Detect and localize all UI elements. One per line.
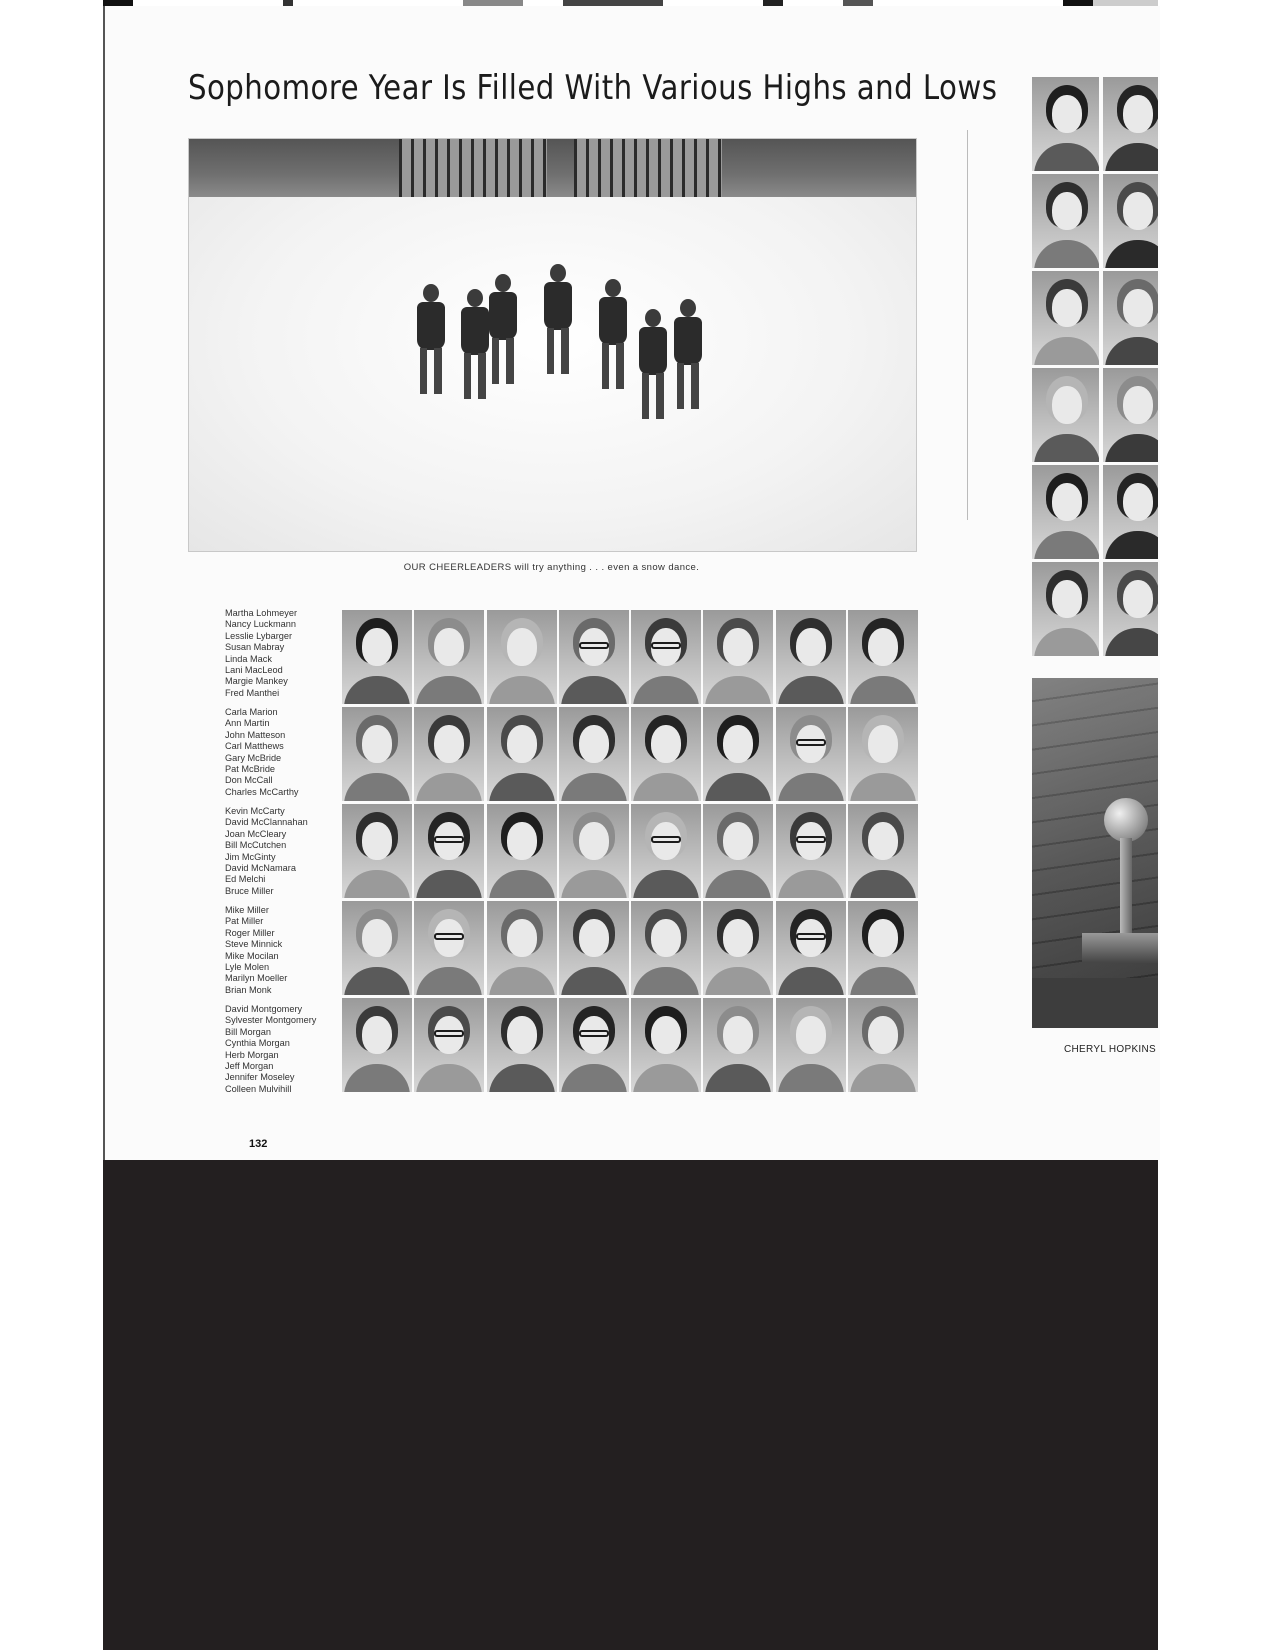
portrait-shoulders: [344, 870, 410, 898]
portrait-shoulders: [1105, 240, 1158, 268]
student-name: Mike Miller: [225, 905, 269, 915]
portrait-shoulders: [344, 773, 410, 801]
facing-page-portrait: [1103, 174, 1158, 268]
figure-head: [467, 289, 483, 307]
photo-metal-pole: [1120, 838, 1132, 948]
portrait-shoulders: [1034, 337, 1099, 365]
figure-legs: [547, 328, 569, 374]
figure-legs: [492, 338, 514, 384]
student-portrait: [342, 901, 412, 995]
photo-ground: [1032, 978, 1158, 1028]
portrait-shoulders: [416, 1064, 482, 1092]
student-portrait: [342, 610, 412, 704]
portrait-shoulders: [1105, 628, 1158, 656]
figure-head: [680, 299, 696, 317]
portrait-shoulders: [1105, 337, 1158, 365]
student-name: Bruce Miller: [225, 885, 274, 896]
facing-page-portrait: [1032, 562, 1099, 656]
portrait-face: [362, 628, 392, 666]
facing-page-portrait: [1103, 465, 1158, 559]
figure-legs: [420, 348, 442, 394]
portrait-shoulders: [1034, 434, 1099, 462]
portrait-shoulders: [1105, 143, 1158, 171]
figure-body: [417, 302, 445, 350]
figure-legs: [642, 373, 664, 419]
portrait-face: [1052, 580, 1082, 618]
student-portrait: [487, 707, 557, 801]
portrait-glasses: [579, 1030, 609, 1037]
figure-body: [461, 307, 489, 355]
student-portrait: [703, 998, 773, 1092]
portrait-face: [651, 725, 681, 763]
student-portrait: [848, 804, 918, 898]
portrait-face: [1052, 192, 1082, 230]
portrait-glasses: [796, 739, 826, 746]
facing-page-portrait: [1032, 271, 1099, 365]
student-portrait: [414, 998, 484, 1092]
portrait-shoulders: [778, 676, 844, 704]
student-portrait: [487, 804, 557, 898]
facing-page-portrait: [1032, 77, 1099, 171]
portrait-face: [868, 822, 898, 860]
student-name: Nancy Luckmann: [225, 619, 296, 630]
portrait-face: [362, 919, 392, 957]
portrait-face: [651, 919, 681, 957]
portrait-face: [1123, 95, 1153, 133]
portrait-shoulders: [633, 870, 699, 898]
student-portrait: [487, 901, 557, 995]
student-portrait: [414, 707, 484, 801]
student-portrait: [703, 901, 773, 995]
portrait-shoulders: [633, 967, 699, 995]
portrait-shoulders: [850, 1064, 916, 1092]
student-name: Cynthia Morgan: [225, 1038, 290, 1049]
student-names-column: [225, 608, 337, 1103]
student-portrait: [559, 998, 629, 1092]
scan-dark-background: [103, 1160, 1158, 1650]
student-name: Brian Monk: [225, 984, 272, 995]
student-name: Steve Minnick: [225, 939, 283, 950]
portrait-shoulders: [850, 676, 916, 704]
student-portrait: [414, 610, 484, 704]
portrait-shoulders: [344, 967, 410, 995]
student-name: Mike Mocilan: [225, 950, 279, 961]
name-group-1: [225, 608, 337, 707]
student-portrait: [776, 998, 846, 1092]
portrait-shoulders: [489, 676, 555, 704]
student-name: Jim McGinty: [225, 851, 276, 862]
figure-body: [489, 292, 517, 340]
student-name: Ann Martin: [225, 718, 270, 729]
student-portrait: [487, 610, 557, 704]
student-name: Joan McCleary: [225, 828, 287, 839]
student-portrait: [703, 610, 773, 704]
student-name: Lani MacLeod: [225, 665, 283, 676]
yearbook-page: [103, 6, 1160, 1160]
portrait-face: [507, 725, 537, 763]
student-portrait: [342, 804, 412, 898]
student-name: Charles McCarthy: [225, 786, 299, 797]
student-name: Kevin McCarty: [225, 806, 285, 816]
student-name: Susan Mabray: [225, 642, 285, 653]
portrait-face: [868, 1016, 898, 1054]
student-name: Jeff Morgan: [225, 1061, 274, 1072]
portrait-shoulders: [705, 1064, 771, 1092]
portrait-face: [362, 1016, 392, 1054]
portrait-shoulders: [561, 1064, 627, 1092]
student-name: Colleen Mulvihill: [225, 1083, 292, 1094]
page-number: 132: [249, 1138, 268, 1150]
student-name: John Matteson: [225, 729, 286, 740]
portrait-shoulders: [850, 870, 916, 898]
name-group-3: [225, 806, 337, 905]
student-portrait: [559, 610, 629, 704]
portrait-shoulders: [778, 870, 844, 898]
student-portrait: [848, 610, 918, 704]
portrait-shoulders: [705, 773, 771, 801]
portrait-face: [868, 628, 898, 666]
portrait-shoulders: [705, 676, 771, 704]
figure-body: [639, 327, 667, 375]
student-name: Lyle Molen: [225, 962, 270, 973]
student-portrait: [848, 707, 918, 801]
student-name: David Montgomery: [225, 1004, 303, 1014]
student-portrait: [776, 804, 846, 898]
portrait-shoulders: [633, 773, 699, 801]
portrait-face: [579, 822, 609, 860]
page-headline: Sophomore Year Is Filled With Various Highs and Lows: [188, 68, 998, 108]
photo-wall-boards: [1032, 678, 1158, 1028]
student-portrait: [848, 998, 918, 1092]
portrait-glasses: [579, 642, 609, 649]
student-name: David McClannahan: [225, 817, 308, 828]
portrait-face: [723, 725, 753, 763]
figure-legs: [602, 343, 624, 389]
portrait-face: [868, 725, 898, 763]
portrait-shoulders: [561, 870, 627, 898]
student-portrait: [631, 610, 701, 704]
student-name: Pat McBride: [225, 764, 276, 775]
portrait-shoulders: [489, 1064, 555, 1092]
facing-page-portrait: [1032, 174, 1099, 268]
name-group-2: [225, 707, 337, 806]
student-name: Roger Miller: [225, 927, 275, 938]
photo-machine-base: [1082, 933, 1158, 963]
portrait-shoulders: [778, 1064, 844, 1092]
figure-head: [550, 264, 566, 282]
portrait-face: [507, 822, 537, 860]
photo-gate-left: [399, 139, 547, 200]
photo-snow-field: [189, 197, 916, 551]
portrait-face: [796, 628, 826, 666]
portrait-face: [1052, 483, 1082, 521]
portrait-face: [1052, 289, 1082, 327]
student-name: Margie Mankey: [225, 676, 288, 687]
portrait-face: [796, 1016, 826, 1054]
portrait-face: [1052, 95, 1082, 133]
student-name: Herb Morgan: [225, 1049, 279, 1060]
student-name: Carla Marion: [225, 707, 278, 717]
student-portrait: [848, 901, 918, 995]
photo-gate-right: [574, 139, 722, 200]
portrait-shoulders: [489, 967, 555, 995]
student-portrait: [776, 610, 846, 704]
portrait-shoulders: [489, 870, 555, 898]
student-name: Bill Morgan: [225, 1026, 271, 1037]
portrait-face: [1123, 580, 1153, 618]
portrait-shoulders: [850, 773, 916, 801]
portrait-shoulders: [705, 967, 771, 995]
portrait-shoulders: [1105, 434, 1158, 462]
portrait-face: [1123, 192, 1153, 230]
portrait-shoulders: [850, 967, 916, 995]
facing-page-photo: [1032, 678, 1158, 1028]
student-name: Lesslie Lybarger: [225, 630, 293, 641]
facing-page-portrait: [1103, 368, 1158, 462]
student-portrait: [631, 707, 701, 801]
figure-head: [645, 309, 661, 327]
portrait-shoulders: [416, 773, 482, 801]
student-name: Pat Miller: [225, 916, 264, 927]
portrait-face: [1123, 483, 1153, 521]
portrait-glasses: [434, 1030, 464, 1037]
portrait-face: [434, 628, 464, 666]
portrait-face: [868, 919, 898, 957]
portrait-shoulders: [561, 676, 627, 704]
portrait-glasses: [796, 933, 826, 940]
student-portrait: [776, 707, 846, 801]
student-portrait: [559, 707, 629, 801]
portrait-glasses: [434, 933, 464, 940]
student-name: David McNamara: [225, 863, 296, 874]
portrait-face: [507, 628, 537, 666]
student-portrait: [559, 901, 629, 995]
portrait-face: [579, 919, 609, 957]
facing-page-portraits: [1032, 77, 1158, 656]
name-group-4: [225, 905, 337, 1004]
portrait-face: [723, 1016, 753, 1054]
facing-page-portrait: [1103, 271, 1158, 365]
facing-page-portrait: [1032, 368, 1099, 462]
figure-body: [599, 297, 627, 345]
portrait-shoulders: [778, 967, 844, 995]
student-portrait: [631, 901, 701, 995]
figure-head: [605, 279, 621, 297]
portrait-shoulders: [416, 870, 482, 898]
student-portrait: [559, 804, 629, 898]
portrait-shoulders: [416, 967, 482, 995]
portrait-shoulders: [1034, 628, 1099, 656]
portrait-face: [507, 919, 537, 957]
student-portrait: [776, 901, 846, 995]
student-name: Marilyn Moeller: [225, 973, 288, 984]
name-group-5: [225, 1004, 337, 1103]
portrait-face: [723, 822, 753, 860]
student-name: Linda Mack: [225, 653, 272, 664]
portrait-shoulders: [633, 1064, 699, 1092]
student-portrait: [342, 707, 412, 801]
student-name: Bill McCutchen: [225, 840, 287, 851]
facing-page-portrait: [1032, 465, 1099, 559]
portrait-glasses: [651, 642, 681, 649]
student-name: Martha Lohmeyer: [225, 608, 298, 618]
portrait-shoulders: [344, 1064, 410, 1092]
facing-photo-caption: CHERYL HOPKINS: [1064, 1044, 1157, 1055]
portrait-shoulders: [489, 773, 555, 801]
portrait-shoulders: [1034, 240, 1099, 268]
photo-caption: OUR CHEERLEADERS will try anything . . . even a snow dance.: [403, 562, 700, 573]
student-portrait: [414, 804, 484, 898]
portrait-shoulders: [416, 676, 482, 704]
student-portrait: [703, 804, 773, 898]
portrait-face: [362, 725, 392, 763]
student-portrait: [414, 901, 484, 995]
figure-head: [495, 274, 511, 292]
facing-page-portrait: [1103, 77, 1158, 171]
portrait-face: [723, 919, 753, 957]
figure-legs: [464, 353, 486, 399]
student-portrait: [703, 707, 773, 801]
portrait-shoulders: [1034, 143, 1099, 171]
student-name: Gary McBride: [225, 752, 282, 763]
portrait-shoulders: [1034, 531, 1099, 559]
figure-body: [674, 317, 702, 365]
portrait-shoulders: [561, 773, 627, 801]
photo-wall: [189, 139, 916, 197]
portrait-face: [1123, 386, 1153, 424]
student-name: Fred Manthei: [225, 687, 280, 698]
student-name: Jennifer Moseley: [225, 1072, 295, 1083]
portrait-shoulders: [344, 676, 410, 704]
page-gutter-line: [967, 130, 968, 520]
student-portrait-grid: [342, 610, 922, 1095]
portrait-face: [579, 725, 609, 763]
portrait-face: [507, 1016, 537, 1054]
portrait-face: [723, 628, 753, 666]
figure-legs: [677, 363, 699, 409]
portrait-glasses: [651, 836, 681, 843]
facing-page-portrait: [1103, 562, 1158, 656]
portrait-shoulders: [1105, 531, 1158, 559]
portrait-shoulders: [778, 773, 844, 801]
figure-body: [544, 282, 572, 330]
portrait-face: [362, 822, 392, 860]
cheerleaders-snow-photo: [188, 138, 917, 552]
student-portrait: [631, 804, 701, 898]
student-name: Don McCall: [225, 775, 273, 786]
portrait-shoulders: [561, 967, 627, 995]
portrait-face: [434, 725, 464, 763]
portrait-shoulders: [705, 870, 771, 898]
portrait-face: [1123, 289, 1153, 327]
student-name: Ed Melchi: [225, 874, 266, 885]
photo-metal-dome: [1104, 798, 1148, 842]
student-name: Sylvester Montgomery: [225, 1015, 317, 1026]
portrait-face: [651, 1016, 681, 1054]
portrait-face: [1052, 386, 1082, 424]
portrait-shoulders: [633, 676, 699, 704]
student-portrait: [487, 998, 557, 1092]
student-portrait: [342, 998, 412, 1092]
student-name: Carl Matthews: [225, 741, 284, 752]
student-portrait: [631, 998, 701, 1092]
portrait-glasses: [796, 836, 826, 843]
figure-head: [423, 284, 439, 302]
portrait-glasses: [434, 836, 464, 843]
